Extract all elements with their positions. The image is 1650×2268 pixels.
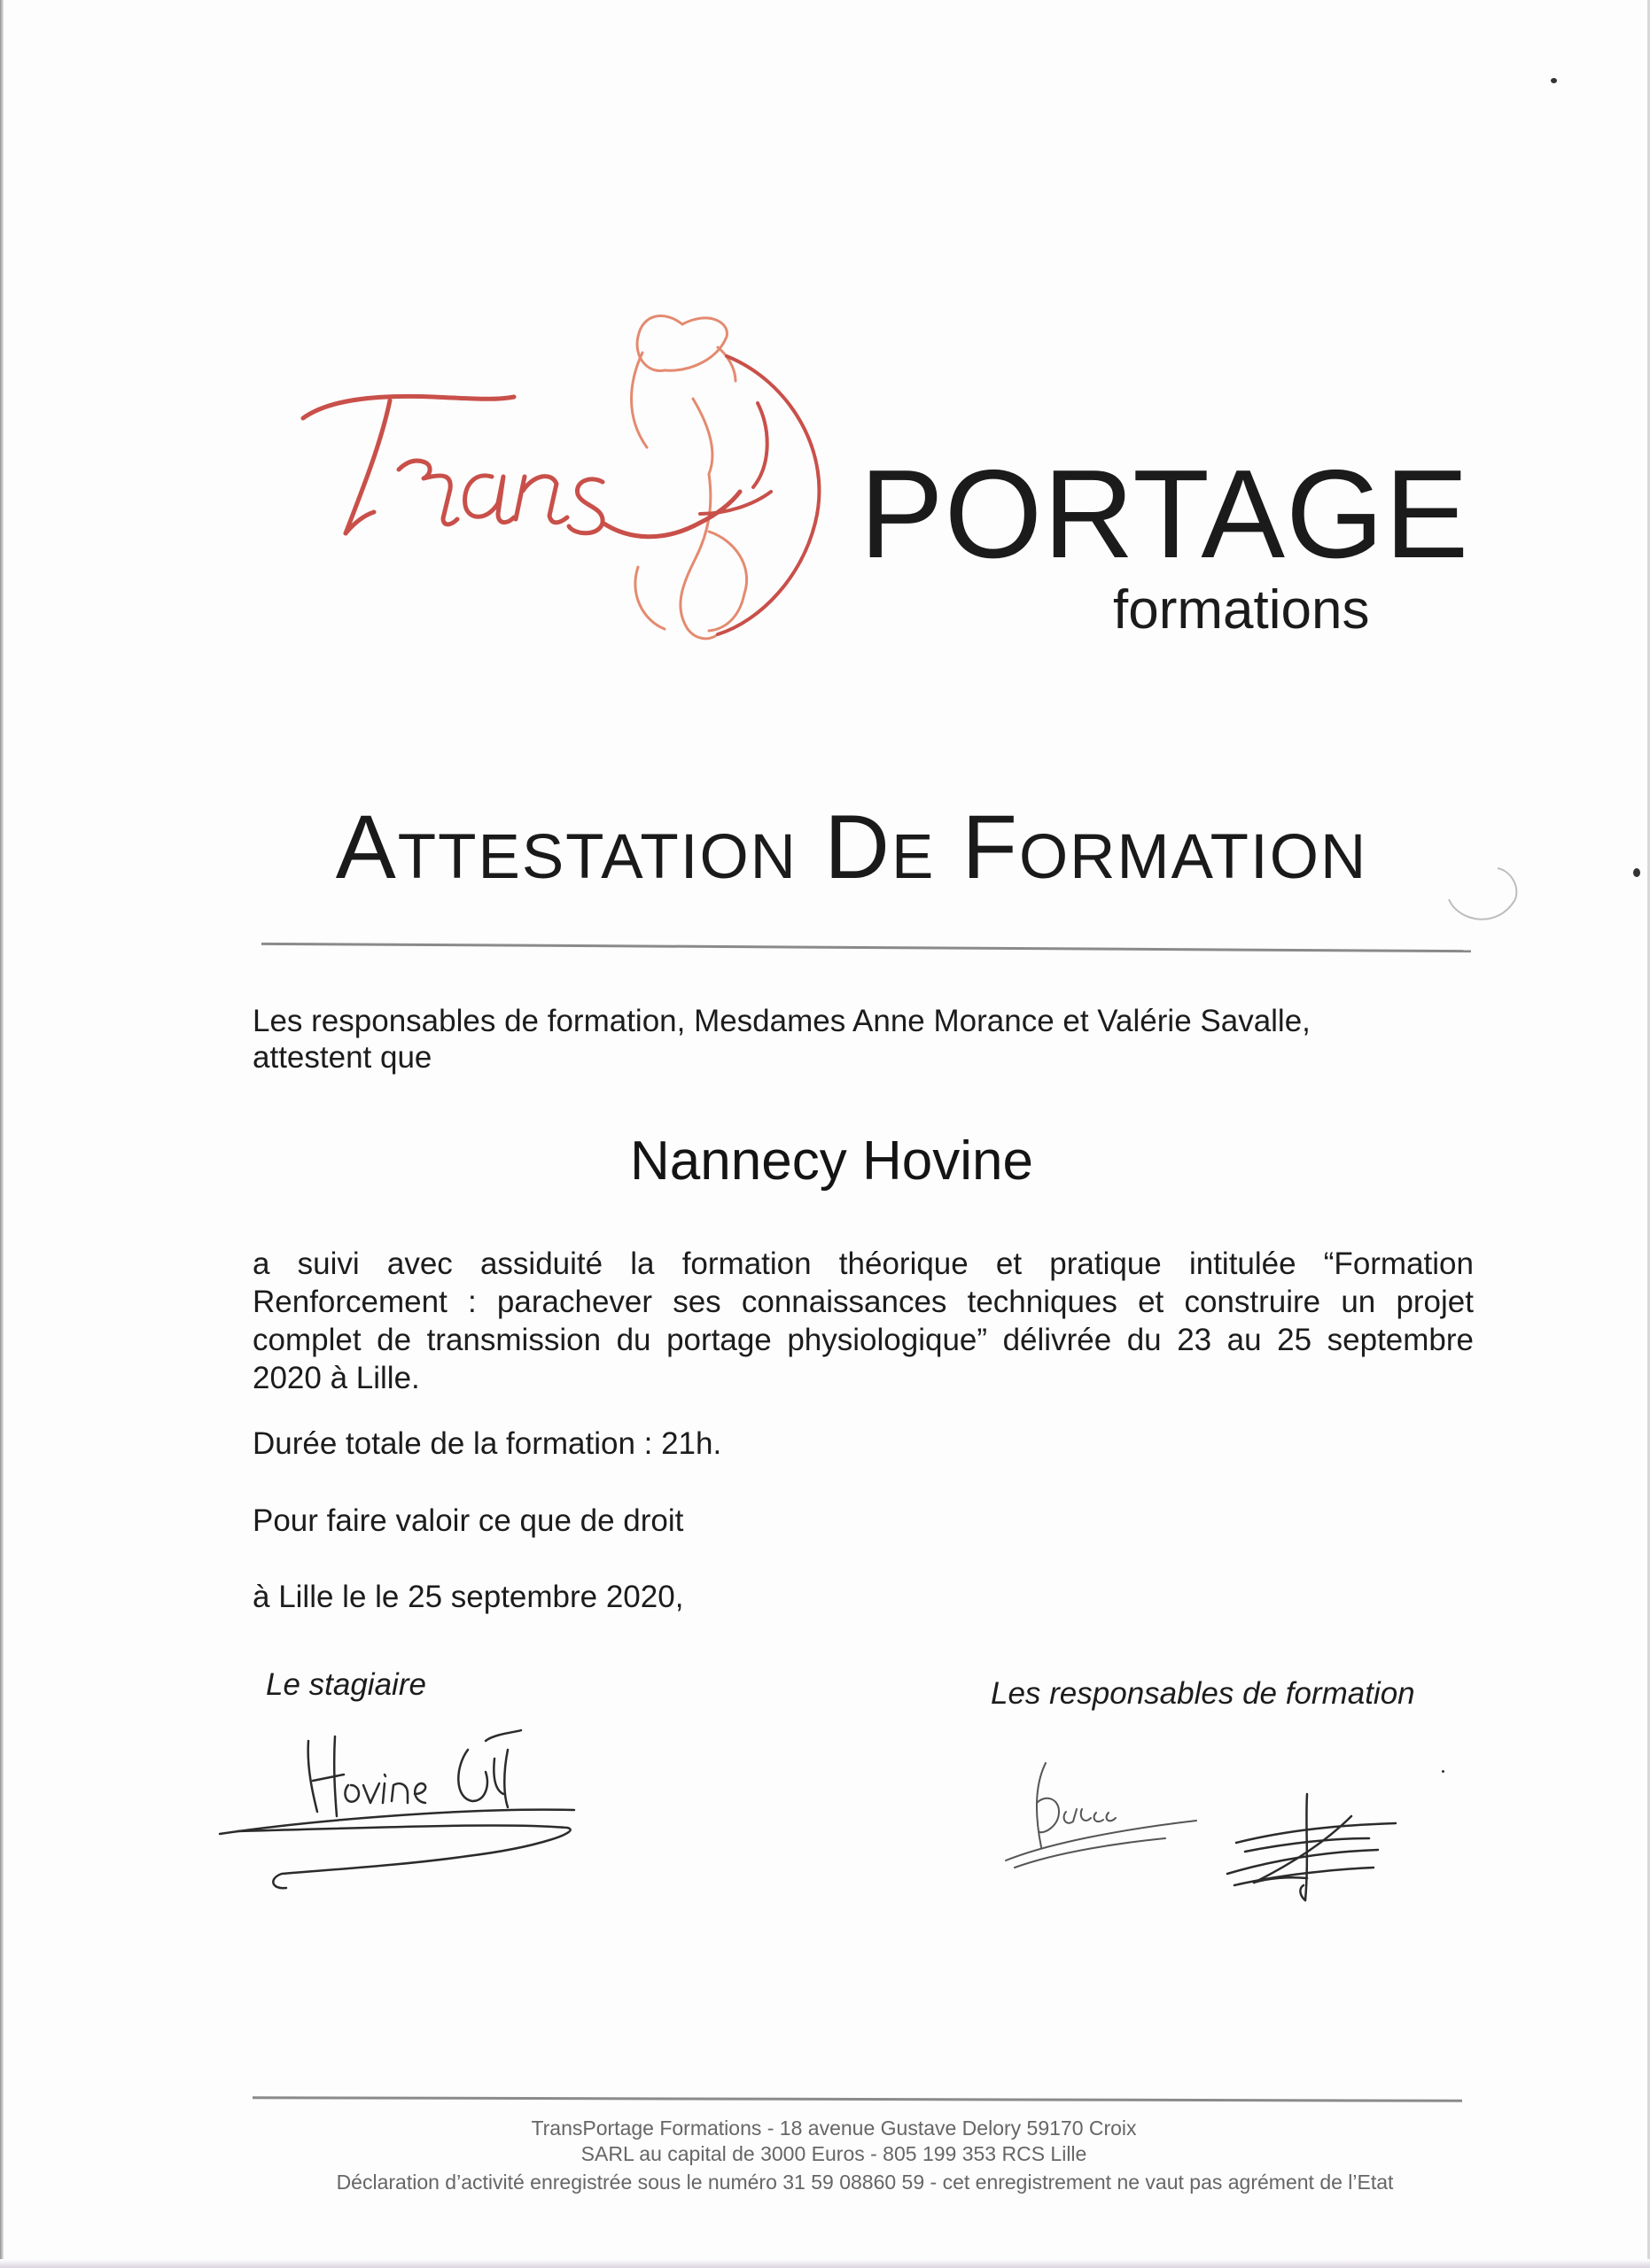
responsable-2-signature [1218, 1790, 1405, 1905]
trainee-signature-label: Le stagiaire [266, 1667, 426, 1702]
scan-bottom-edge [0, 2259, 1650, 2268]
place-and-date: à Lille le le 25 septembre 2020, [253, 1580, 684, 1614]
responsables-signature-label: Les responsables de formation [991, 1676, 1415, 1711]
intro-line-2: attestent que [253, 1039, 432, 1075]
training-duration: Durée totale de la formation : 21h. [253, 1426, 722, 1461]
footer-activity-declaration: Déclaration d’activité enregistrée sous le numéro 31 59 08860 59 - cet enregistrement ne vaut pas agrément de l’Etat [336, 2171, 1394, 2194]
logo-subtitle: formations [1113, 579, 1370, 641]
transportage-logo [292, 301, 1470, 691]
training-description: a suivi avec assiduité la formation théorique et pratique intitulée “Formation Renforcement : parachever ses connaissances techniques et construire un projet complet de transmission du portage physiologique” délivrée du 23 au 25 septembre 2020 à Lille. [253, 1247, 1474, 1395]
intro-line-1: Les responsables de formation, Mesdames Anne Morance et Valérie Savalle, [253, 1004, 1311, 1038]
document-title: Attestation De Formation [335, 796, 1368, 897]
trainee-signature [202, 1723, 592, 1900]
footer-legal-info: SARL au capital de 3000 Euros - 805 199 353 RCS Lille [580, 2142, 1087, 2165]
closing-formula: Pour faire valoir ce que de droit [253, 1503, 684, 1538]
scan-speck [1442, 1770, 1444, 1773]
footer-company-address: TransPortage Formations - 18 avenue Gustave Delory 59170 Croix [531, 2117, 1137, 2140]
intro-text [253, 1004, 1311, 1076]
title-divider [261, 943, 1471, 952]
responsable-1-signature [997, 1754, 1210, 1878]
logo-wordmark: PORTAGE [860, 444, 1470, 585]
scan-speck [1551, 78, 1557, 83]
footer-divider [253, 2096, 1462, 2102]
trainee-name: Nannecy Hovine [630, 1130, 1033, 1192]
